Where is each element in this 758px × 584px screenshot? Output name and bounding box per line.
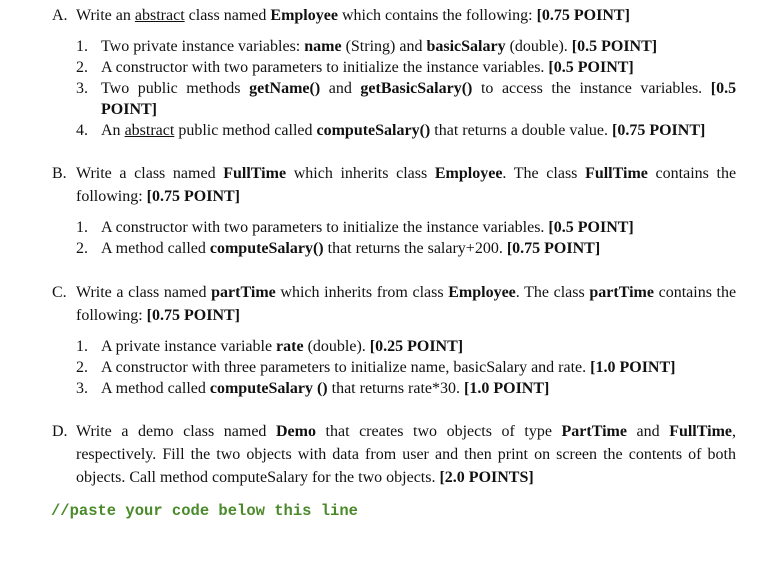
section-b-letter: B. xyxy=(52,165,67,182)
section-d-text xyxy=(76,420,736,489)
text: that returns a double value. xyxy=(434,122,608,139)
text: An xyxy=(101,122,121,139)
class-name: partTime xyxy=(211,284,276,301)
text: that returns the salary+200. xyxy=(327,240,503,257)
text: (double). xyxy=(307,338,366,355)
section-c-items xyxy=(76,336,736,399)
points: [0.5 POINT] xyxy=(548,219,634,236)
text: . The class xyxy=(502,165,578,182)
text: that returns rate*30. xyxy=(331,380,461,397)
points: [0.25 POINT] xyxy=(369,338,464,355)
bold-term: rate xyxy=(276,338,304,355)
section-d xyxy=(52,420,736,489)
section-b-text xyxy=(76,162,736,208)
points: [0.5 POINT] xyxy=(548,59,634,76)
code-comment: //paste your code below this line xyxy=(51,502,358,520)
section-c-text xyxy=(76,281,736,327)
points: [0.5 POINT] xyxy=(101,80,737,118)
text: A constructor with two parameters to initialize the instance variables. xyxy=(101,219,545,236)
text: (String) and xyxy=(345,38,423,55)
item-number: 1. xyxy=(76,38,88,55)
text: class named xyxy=(188,7,267,24)
text: that creates two objects of type xyxy=(325,423,552,440)
list-item xyxy=(76,57,736,78)
section-a-letter: A. xyxy=(52,7,68,24)
text: (double). xyxy=(509,38,568,55)
text: A constructor with three parameters to initialize name, basicSalary and rate. xyxy=(101,359,587,376)
points: [1.0 POINT] xyxy=(590,359,676,376)
item-number: 2. xyxy=(76,359,88,376)
text: which inherits class xyxy=(293,165,428,182)
class-name: FullTime xyxy=(585,165,648,182)
text: Two public methods xyxy=(101,80,241,97)
list-item xyxy=(76,357,736,378)
bold-term: computeSalary () xyxy=(209,380,328,397)
class-name: PartTime xyxy=(561,423,627,440)
text: A private instance variable xyxy=(101,338,273,355)
bold-term: basicSalary xyxy=(426,38,506,55)
points: [0.75 POINT] xyxy=(146,307,240,324)
points: [0.75 POINT] xyxy=(506,240,601,257)
bold-term: name xyxy=(304,38,342,55)
item-number: 1. xyxy=(76,338,88,355)
points: [2.0 POINTS] xyxy=(439,469,534,486)
class-name: partTime xyxy=(589,284,654,301)
text: and xyxy=(636,423,660,440)
list-item xyxy=(76,217,736,238)
text: Write a demo class named xyxy=(76,423,267,440)
item-number: 3. xyxy=(76,80,88,97)
text: Write a class named xyxy=(76,284,207,301)
points: [1.0 POINT] xyxy=(464,380,550,397)
text: A constructor with two parameters to initialize the instance variables. xyxy=(101,59,545,76)
text: and xyxy=(328,80,352,97)
class-name: FullTime xyxy=(669,423,733,440)
item-number: 3. xyxy=(76,380,88,397)
text: Write a class named xyxy=(76,165,216,182)
abstract-keyword: abstract xyxy=(124,122,175,139)
item-number: 1. xyxy=(76,219,88,236)
points: [0.75 POINT] xyxy=(611,122,706,139)
text: A method called xyxy=(101,240,206,257)
item-number: 2. xyxy=(76,59,88,76)
item-number: 2. xyxy=(76,240,88,257)
text: to access the instance variables. xyxy=(480,80,703,97)
text: which contains the following: xyxy=(341,7,533,24)
list-item xyxy=(76,78,736,120)
text: Write an xyxy=(76,7,131,24)
class-name: Employee xyxy=(448,284,516,301)
section-a-text xyxy=(76,4,736,27)
section-b xyxy=(52,162,736,259)
section-b-items xyxy=(76,217,736,259)
list-item xyxy=(76,238,736,259)
text: , respectively. Fill the two objects with data from user and then print on screen the contents of both objects. Call method computeSalary for the two objects. xyxy=(76,423,737,486)
bold-term: getBasicSalary() xyxy=(360,80,473,97)
section-d-letter: D. xyxy=(52,423,68,440)
abstract-keyword: abstract xyxy=(134,7,185,24)
list-item xyxy=(76,36,736,57)
text: which inherits from class xyxy=(280,284,444,301)
text: contains the following: xyxy=(76,284,737,324)
text: contains the following: xyxy=(76,165,737,205)
points: [0.75 POINT] xyxy=(536,7,630,24)
section-a xyxy=(52,4,736,141)
bold-term: getName() xyxy=(249,80,321,97)
points: [0.75 POINT] xyxy=(146,188,240,205)
item-number: 4. xyxy=(76,122,88,139)
class-name: Employee xyxy=(434,165,503,182)
text: public method called xyxy=(178,122,313,139)
text: . The class xyxy=(515,284,585,301)
text: Two private instance variables: xyxy=(101,38,301,55)
section-c-letter: C. xyxy=(52,284,67,301)
section-c xyxy=(52,281,736,399)
class-name: FullTime xyxy=(223,165,287,182)
list-item xyxy=(76,336,736,357)
points: [0.5 POINT] xyxy=(571,38,658,55)
section-a-items xyxy=(76,36,736,141)
bold-term: computeSalary() xyxy=(209,240,324,257)
class-name: Employee xyxy=(270,7,338,24)
bold-term: computeSalary() xyxy=(316,122,431,139)
class-name: Demo xyxy=(275,423,316,440)
text: A method called xyxy=(101,380,206,397)
list-item xyxy=(76,378,736,399)
list-item xyxy=(76,120,736,141)
